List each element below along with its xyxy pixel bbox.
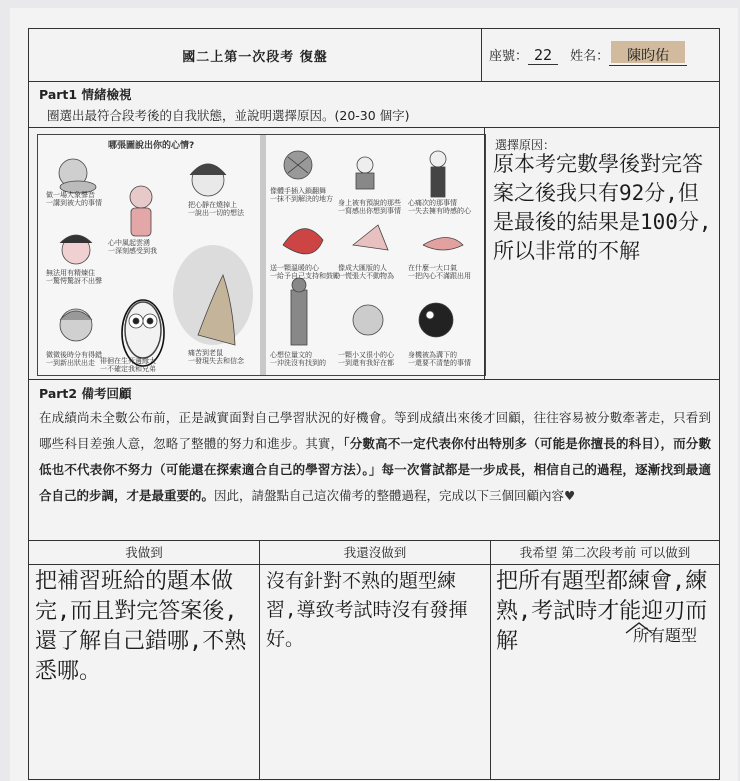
left-caption-3: 無法用有精煉住 xyxy=(46,269,95,277)
name-value: 陳昀佑 xyxy=(627,48,670,64)
left-caption-0: 做一場大象聲音 xyxy=(46,191,95,199)
right-caption-1: 身上被有預說的那些 xyxy=(338,199,401,207)
part1-divider xyxy=(29,127,719,128)
part2-heading: Part2 備考回顧 xyxy=(39,386,132,401)
name-field xyxy=(609,45,687,66)
right-caption-7: 一顆小又很小的心 xyxy=(338,351,394,359)
left-caption-3: 一驚愕驚訝不出聲 xyxy=(46,277,102,285)
heart-icon: ♥ xyxy=(564,488,576,503)
table-top-border xyxy=(29,540,719,541)
col1-answer: 把補習班給的題本做完,而且對完答案後,還了解自己錯哪,不熟悉哪。 xyxy=(35,569,247,684)
right-caption-2: 心痛次的那事情 xyxy=(408,199,457,207)
mood-illustrations xyxy=(38,135,485,375)
part1-heading: Part1 情緒檢視 xyxy=(39,87,132,102)
part2-paragraph xyxy=(39,405,711,509)
left-caption-4: 一不確定我和兄弟 xyxy=(100,365,156,373)
part2-text-a: 在成績尚未全數公布前，正是誠實面對自己學習狀況的好機會。等到成績出來後才回顧，往往容易被分數牽著走，只看到哪些科目差強人意，忽略了整體的努力和進步。其實， xyxy=(39,410,711,451)
seat-name-line xyxy=(489,45,687,66)
left-caption-0: 一講到被大的事情 xyxy=(46,199,102,207)
right-caption-6: 一沖洗沒有找到的 xyxy=(270,359,326,367)
col-divider-1 xyxy=(259,540,260,779)
col3-header: 我希望 第二次段考前 可以做到 xyxy=(519,545,691,560)
right-caption-0: 一抹不到解決的地方 xyxy=(270,195,333,203)
chart-title: 哪張圖說出你的心情? xyxy=(108,141,195,151)
col-divider-2 xyxy=(490,540,491,779)
reason-divider xyxy=(484,127,485,380)
reason-answer: 原本考完數學後對完答案之後我只有92分,但是最後的結果是100分,所以非常的不解 xyxy=(493,152,712,263)
right-caption-4: 像成大匯版的人 xyxy=(338,264,387,272)
worksheet xyxy=(28,28,720,780)
mood-chart xyxy=(37,134,486,376)
part2-text-c: 每一次嘗試都是一步成長，相信自己的過程，逐漸找到最適合自己的步調，才是最重要的。 xyxy=(39,462,711,503)
part1-instruction: 圈選出最符合段考後的自我狀態，並說明選擇原因。(20-30 個字) xyxy=(47,108,410,123)
right-caption-3: 送一顆溫暖的心 xyxy=(270,264,319,272)
part2-text-d: 因此，請盤點自己這次備考的整體過程，完成以下三個回顧內容 xyxy=(214,488,565,503)
seat-value: 22 xyxy=(528,46,558,65)
col2-header: 我還沒做到 xyxy=(343,545,407,560)
header-divider xyxy=(481,29,482,81)
seat-label: 座號： xyxy=(489,49,529,64)
table-header-border xyxy=(29,564,719,565)
right-caption-6: 心想位量文的 xyxy=(270,351,312,359)
reason-label: 選擇原因： xyxy=(495,138,556,152)
left-caption-2: 一深刻感受到我 xyxy=(108,247,157,255)
left-caption-6: 一到新出狀出走 xyxy=(46,359,95,367)
part1-heading-row xyxy=(29,82,719,126)
col1-header: 我做到 xyxy=(125,545,163,560)
right-caption-8: 身機被為溝下的 xyxy=(408,351,457,359)
left-caption-5: 一發現失去和信念 xyxy=(188,357,244,365)
left-caption-5: 痛苦到老鼠 xyxy=(188,349,223,357)
right-caption-4: 一慌張大不動物為 xyxy=(338,272,394,280)
right-caption-5: 一把內心不滿跟出用 xyxy=(408,272,471,280)
right-caption-5: 在什麼一大口氣 xyxy=(408,264,457,272)
name-label: 姓名： xyxy=(570,49,610,64)
right-caption-3: 一給予自己支持和鼓勵 xyxy=(270,272,340,280)
part2-text-b: 「分數高不一定代表你付出特別多（可能是你擅長的科目），而分數低也不代表你不努力（可能還在探索適合自己的學習方法）。」 xyxy=(39,436,711,477)
right-caption-1: 一寫感出你想到事情 xyxy=(338,207,401,215)
page-title: 國二上第一次段考 復盤 xyxy=(182,49,328,65)
part1-bottom-border xyxy=(29,379,719,380)
header-row xyxy=(29,29,719,82)
right-caption-0: 像體手插入鎖翻舞 xyxy=(270,187,326,195)
col3-answer: 把所有題型都練會,練熟,考試時才能迎刃而解 xyxy=(496,569,708,654)
left-caption-4: 徘徊在生死邊緣大 xyxy=(100,357,156,365)
col3-insert-note: 所有題型 xyxy=(633,626,698,645)
left-caption-6: 微微後時分有得錯 xyxy=(46,351,102,359)
right-caption-8: 一還要不清楚的事情 xyxy=(408,359,471,367)
left-caption-1: 把心靜在燒掉上 xyxy=(188,201,237,209)
col2-answer: 沒有針對不熟的題型練習,導致考試時沒有發揮好。 xyxy=(266,570,468,650)
left-caption-2: 心中風起雲湧 xyxy=(108,239,150,247)
left-caption-1: 一說出一切的想法 xyxy=(188,209,244,217)
right-caption-7: 一到還有我好在都 xyxy=(338,359,394,367)
right-caption-2: 一失去擁有時感的心 xyxy=(408,207,471,215)
insert-caret xyxy=(624,621,654,635)
